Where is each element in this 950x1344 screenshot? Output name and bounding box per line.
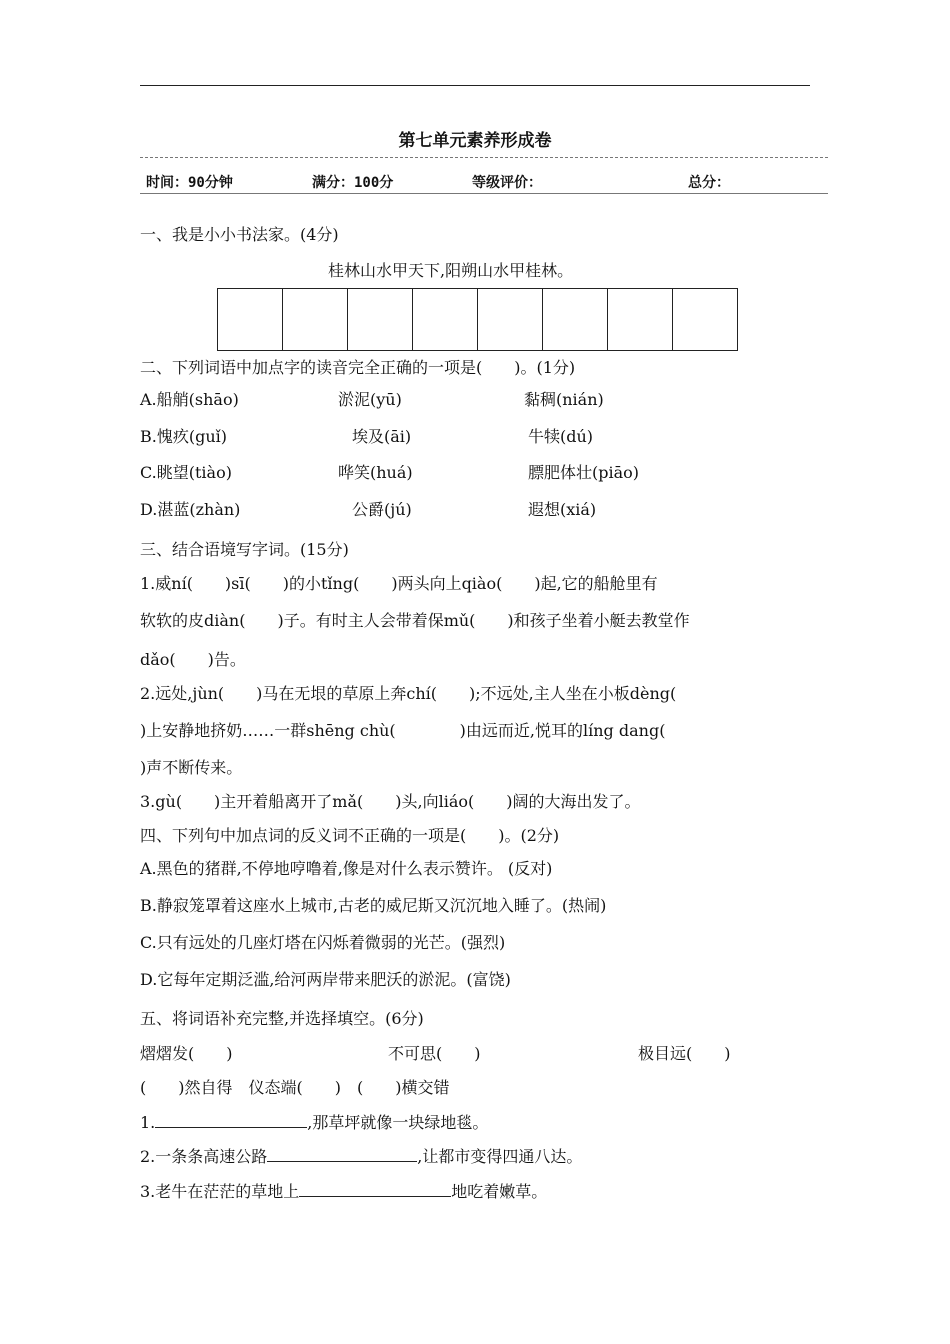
s3-line: 1.威ní( )sī( )的小tǐng( )两头向上qiào( )起,它的船舱里有 bbox=[140, 574, 658, 593]
section-1-heading: 一、我是小小书法家。(4分) bbox=[140, 225, 339, 244]
option-b-2: 埃及(āi) bbox=[352, 427, 412, 446]
section-2-heading: 二、下列词语中加点字的读音完全正确的一项是( )。(1分) bbox=[140, 358, 576, 377]
grid-cell[interactable] bbox=[218, 289, 283, 350]
answer-blank[interactable] bbox=[155, 1113, 307, 1128]
grid-cell[interactable] bbox=[413, 289, 478, 350]
full-score-label: 满分：100分 bbox=[312, 175, 394, 191]
grid-cell[interactable] bbox=[608, 289, 673, 350]
grid-cell[interactable] bbox=[478, 289, 543, 350]
s3-line: 3.gù( )主开着船离开了mǎ( )头,向liáo( )阔的大海出发了。 bbox=[140, 792, 641, 811]
option-b-1: B.愧疚(guǐ) bbox=[140, 427, 227, 446]
grade-label: 等级评价： bbox=[472, 175, 542, 191]
s5-q1-prefix: 1. bbox=[140, 1113, 156, 1132]
header-divider bbox=[140, 193, 828, 194]
answer-blank[interactable] bbox=[267, 1147, 417, 1162]
calligraphy-sentence: 桂林山水甲天下,阳朔山水甲桂林。 bbox=[328, 261, 574, 280]
option-d-2: 公爵(jú) bbox=[352, 500, 412, 519]
s5-q2-suffix: ,让都市变得四通八达。 bbox=[417, 1147, 583, 1166]
answer-blank[interactable] bbox=[299, 1182, 451, 1197]
option-c-3: 膘肥体壮(piāo) bbox=[528, 463, 640, 482]
section-4-heading: 四、下列句中加点词的反义词不正确的一项是( )。(2分) bbox=[140, 826, 560, 845]
s5-q3-suffix: 地吃着嫩草。 bbox=[451, 1182, 548, 1201]
s5-q1 bbox=[140, 1110, 488, 1133]
word-fill-row-2: ( )然自得 仪态端( ) ( )横交错 bbox=[140, 1078, 450, 1097]
s5-q3 bbox=[140, 1179, 547, 1202]
option-b-3: 牛犊(dú) bbox=[528, 427, 594, 446]
grid-cell[interactable] bbox=[283, 289, 348, 350]
s5-q3-prefix: 3.老牛在茫茫的草地上 bbox=[140, 1182, 300, 1201]
section-5-heading: 五、将词语补充完整,并选择填空。(6分) bbox=[140, 1009, 424, 1028]
writing-grid[interactable] bbox=[217, 288, 738, 351]
section-3-heading: 三、结合语境写字词。(15分) bbox=[140, 540, 349, 559]
s4-option-a: A.黑色的猪群,不停地哼噜着,像是对什么表示赞许。 (反对) bbox=[140, 859, 553, 878]
s4-option-b: B.静寂笼罩着这座水上城市,古老的威尼斯又沉沉地入睡了。(热闹) bbox=[140, 896, 607, 915]
word-fill-3: 极目远( ) bbox=[638, 1044, 731, 1063]
total-label: 总分： bbox=[688, 175, 730, 191]
word-fill-1: 熠熠发( ) bbox=[140, 1044, 233, 1063]
grid-cell[interactable] bbox=[348, 289, 413, 350]
s5-q2-prefix: 2.一条条高速公路 bbox=[140, 1147, 268, 1166]
s5-q1-suffix: ,那草坪就像一块绿地毯。 bbox=[307, 1113, 489, 1132]
option-c-1: C.眺望(tiào) bbox=[140, 463, 232, 482]
option-a-1: A.船艄(shāo) bbox=[140, 390, 239, 409]
option-d-3: 遐想(xiá) bbox=[528, 500, 597, 519]
option-c-2: 哗笑(huá) bbox=[338, 463, 413, 482]
grid-cell[interactable] bbox=[673, 289, 737, 350]
option-d-1: D.湛蓝(zhàn) bbox=[140, 500, 241, 519]
s3-line: 2.远处,jùn( )马在无垠的草原上奔chí( );不远处,主人坐在小板dèng( bbox=[140, 684, 677, 703]
s4-option-c: C.只有远处的几座灯塔在闪烁着微弱的光芒。(强烈) bbox=[140, 933, 506, 952]
word-fill-2: 不可思( ) bbox=[388, 1044, 481, 1063]
grid-cell[interactable] bbox=[543, 289, 608, 350]
s3-line: dǎo( )告。 bbox=[140, 650, 246, 669]
s4-option-d: D.它每年定期泛滥,给河两岸带来肥沃的淤泥。(富饶) bbox=[140, 970, 511, 989]
page-title: 第七单元素养形成卷 bbox=[398, 131, 552, 151]
time-label: 时间：90分钟 bbox=[146, 175, 233, 191]
s5-q2 bbox=[140, 1144, 582, 1167]
top-rule bbox=[140, 85, 810, 86]
s3-line: )上安静地挤奶……一群shēng chù( )由远而近,悦耳的líng dang( bbox=[140, 721, 666, 740]
dashed-divider bbox=[140, 157, 828, 158]
option-a-2: 淤泥(yū) bbox=[338, 390, 402, 409]
s3-line: 软软的皮diàn( )子。有时主人会带着保mǔ( )和孩子坐着小艇去教堂作 bbox=[140, 611, 690, 630]
option-a-3: 黏稠(nián) bbox=[524, 390, 604, 409]
s3-line: )声不断传来。 bbox=[140, 758, 243, 777]
